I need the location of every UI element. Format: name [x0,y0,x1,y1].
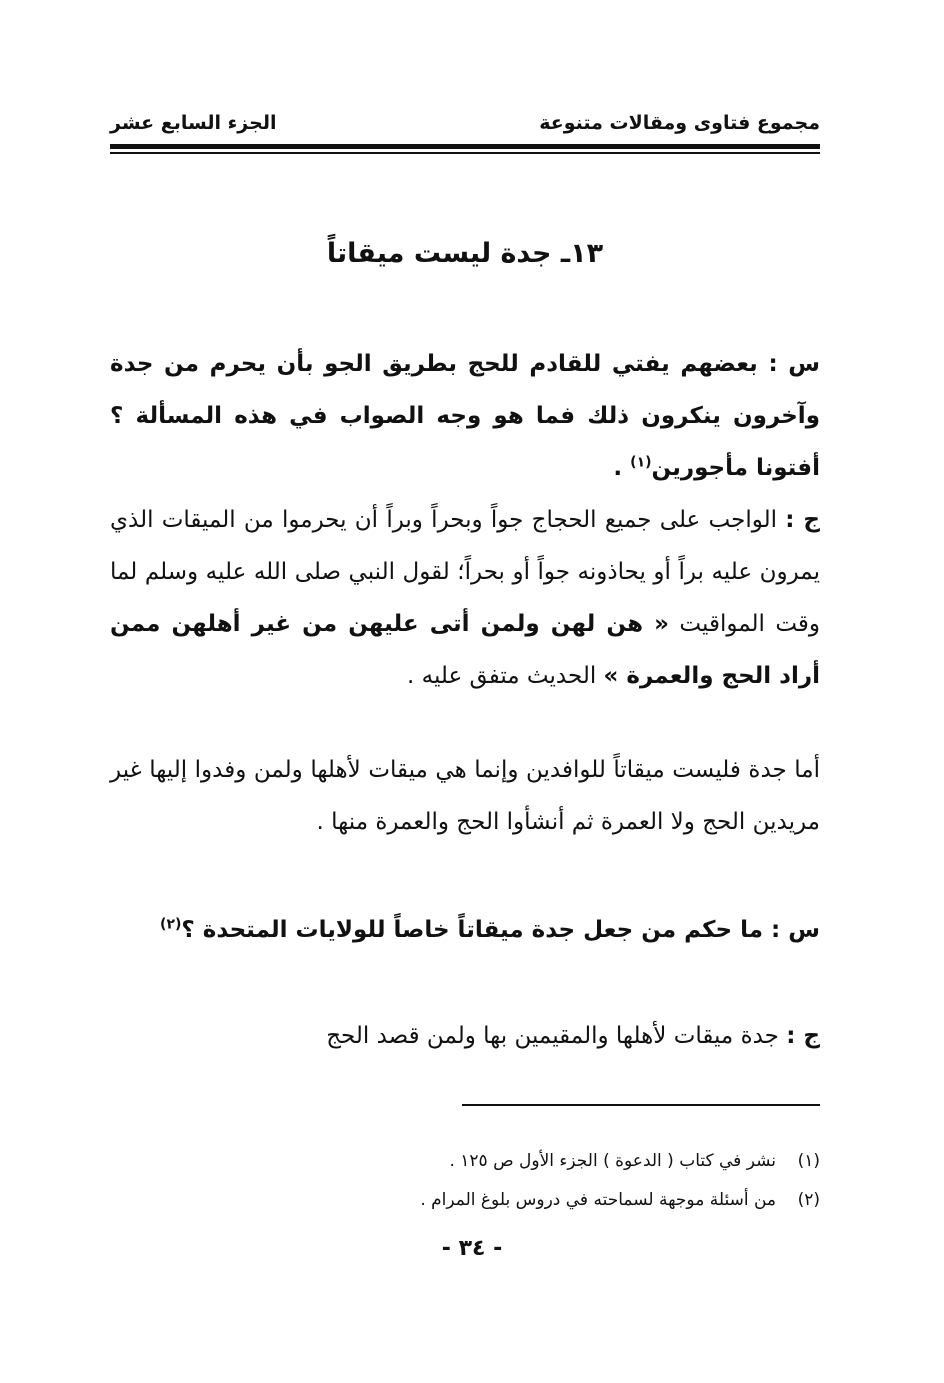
footnote-2 [110,1181,820,1220]
footnote-number: (١) [797,1151,820,1171]
footnote-1 [110,1142,820,1181]
question-1-end: . [613,455,631,481]
footnotes [110,1142,820,1220]
header-rule-thin [110,152,820,154]
answer-1 [110,494,820,702]
question-2 [110,904,820,956]
footnote-ref-1: (١) [630,454,652,471]
footnote-ref-2: (٢) [160,916,182,933]
footnote-number: (٢) [797,1190,820,1210]
header-rule-thick [110,144,820,149]
question-marker: س : [768,351,821,377]
answer-1-continued-text: أما جدة فليست ميقاتاً للوافدين وإنما هي ميقات لأهلها ولمن وفدوا إليها غير مريدين الحج ولا العمرة ثم أنشأوا الحج والعمرة منها . [110,757,820,835]
answer-1-continued [110,744,820,848]
footnote-separator [462,1104,820,1106]
footnote-text: من أسئلة موجهة لسماحته في دروس بلوغ المرام . [420,1190,776,1210]
question-marker: س : [771,917,820,943]
book-title: مجموع فتاوى ومقالات متنوعة [539,112,820,134]
question-1 [110,338,820,494]
volume-label: الجزء السابع عشر [110,112,277,134]
section-title: ١٣ـ جدة ليست ميقاتاً [326,238,604,269]
hadith-quote: « هن لهن ولمن أتى عليهن من غير أهلهن ممن أراد الحج والعمرة » [110,611,820,689]
answer-1-text: الواجب على جميع الحجاج جواً وبحراً وبراً أن يحرموا من الميقات الذي يمرون عليه براً أو يحاذونه جواً أو بحراً؛ لقول النبي صلى الله عليه وسلم لما وقت المواقيت [110,507,821,637]
question-1-text: بعضهم يفتي للقادم للحج بطريق الجو بأن يحرم من جدة وآخرون ينكرون ذلك فما هو وجه الصواب في هذه المسألة ؟ أفتونا مأجورين [110,351,820,481]
answer-2-text: جدة ميقات لأهلها والمقيمين بها ولمن قصد الحج [326,1023,779,1049]
answer-marker: ج : [786,1023,820,1049]
footnote-text: نشر في كتاب ( الدعوة ) الجزء الأول ص ١٢٥ . [449,1151,776,1171]
hadith-source: الحديث متفق عليه . [406,663,597,689]
answer-marker: ج : [785,507,821,533]
question-2-text: ما حكم من جعل جدة ميقاتاً خاصاً للولايات المتحدة ؟ [181,917,764,943]
answer-2 [110,1010,820,1062]
page-number: - ٣٤ - [441,1236,503,1261]
running-header [110,112,820,142]
